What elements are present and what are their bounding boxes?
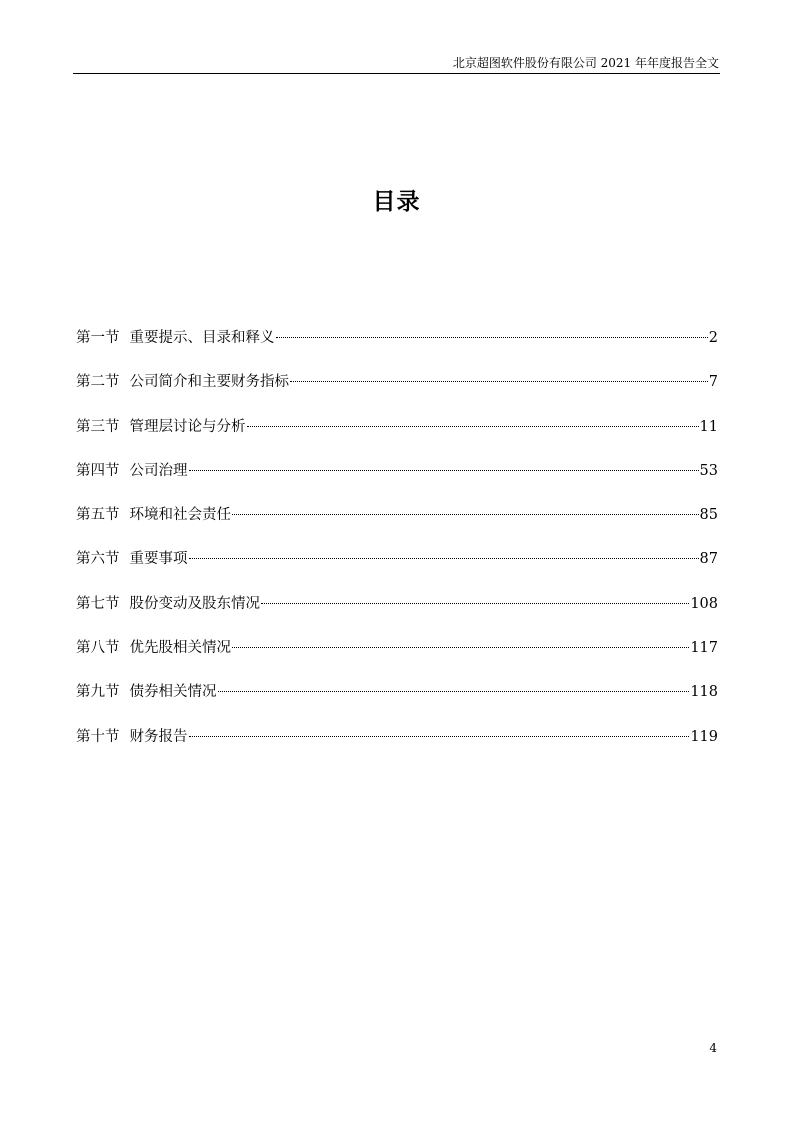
toc-section-number: 第五节 xyxy=(76,507,120,524)
dot-leader xyxy=(276,337,708,338)
toc-page-number: 53 xyxy=(699,462,718,479)
toc-page-number: 119 xyxy=(690,728,718,745)
toc-section-heading: 优先股相关情况 xyxy=(129,640,231,657)
toc-section-heading: 财务报告 xyxy=(129,728,188,745)
toc-title: 目录 xyxy=(372,189,421,215)
toc-entry-1[interactable] xyxy=(76,326,718,370)
toc-page-number: 11 xyxy=(699,418,718,435)
toc-section-heading: 公司简介和主要财务指标 xyxy=(129,374,289,391)
toc-entry-7[interactable] xyxy=(76,592,718,636)
toc-section-number: 第三节 xyxy=(76,418,120,435)
toc-entry-3[interactable] xyxy=(76,415,718,459)
dot-leader xyxy=(189,470,699,471)
toc-section-heading: 重要事项 xyxy=(129,551,188,568)
dot-leader xyxy=(232,514,699,515)
toc-section-heading: 股份变动及股东情况 xyxy=(129,595,260,612)
toc-section-heading: 公司治理 xyxy=(129,462,188,479)
toc-entry-5[interactable] xyxy=(76,503,718,547)
dot-leader xyxy=(247,426,699,427)
dot-leader xyxy=(290,381,708,382)
toc-page-number: 108 xyxy=(690,595,718,612)
toc-section-heading: 管理层讨论与分析 xyxy=(129,418,246,435)
toc-section-number: 第一节 xyxy=(76,330,120,346)
toc-section-heading: 债券相关情况 xyxy=(129,684,217,701)
toc-page-number: 87 xyxy=(699,551,718,568)
toc-section-heading: 环境和社会责任 xyxy=(129,507,231,524)
dot-leader xyxy=(261,603,689,604)
dot-leader xyxy=(218,691,690,692)
toc-page-number: 2 xyxy=(708,330,718,346)
toc-entry-8[interactable] xyxy=(76,636,718,680)
toc-section-number: 第四节 xyxy=(76,462,120,479)
toc-section-number: 第七节 xyxy=(76,595,120,612)
dot-leader xyxy=(189,736,690,737)
toc-page-number: 117 xyxy=(690,640,718,657)
toc-section-number: 第六节 xyxy=(76,551,120,568)
dot-leader xyxy=(232,647,689,648)
dot-leader xyxy=(189,558,699,559)
running-header: 北京超图软件股份有限公司 2021 年年度报告全文 xyxy=(452,56,719,70)
toc-page-number: 7 xyxy=(708,374,718,391)
toc-section-number: 第九节 xyxy=(76,684,120,701)
toc-entry-4[interactable] xyxy=(76,459,718,503)
page-number: 4 xyxy=(709,1041,717,1055)
toc-page-number: 118 xyxy=(690,684,718,701)
toc-entry-10[interactable] xyxy=(76,725,718,769)
header-divider xyxy=(73,73,720,74)
toc-section-number: 第八节 xyxy=(76,640,120,657)
toc-section-number: 第二节 xyxy=(76,374,120,391)
toc-section-heading: 重要提示、目录和释义 xyxy=(129,330,275,346)
toc-entry-6[interactable] xyxy=(76,547,718,591)
toc-page-number: 85 xyxy=(699,507,718,524)
toc-entry-2[interactable] xyxy=(76,370,718,414)
toc-section-number: 第十节 xyxy=(76,728,120,745)
toc-entry-9[interactable] xyxy=(76,680,718,724)
table-of-contents xyxy=(76,326,718,769)
